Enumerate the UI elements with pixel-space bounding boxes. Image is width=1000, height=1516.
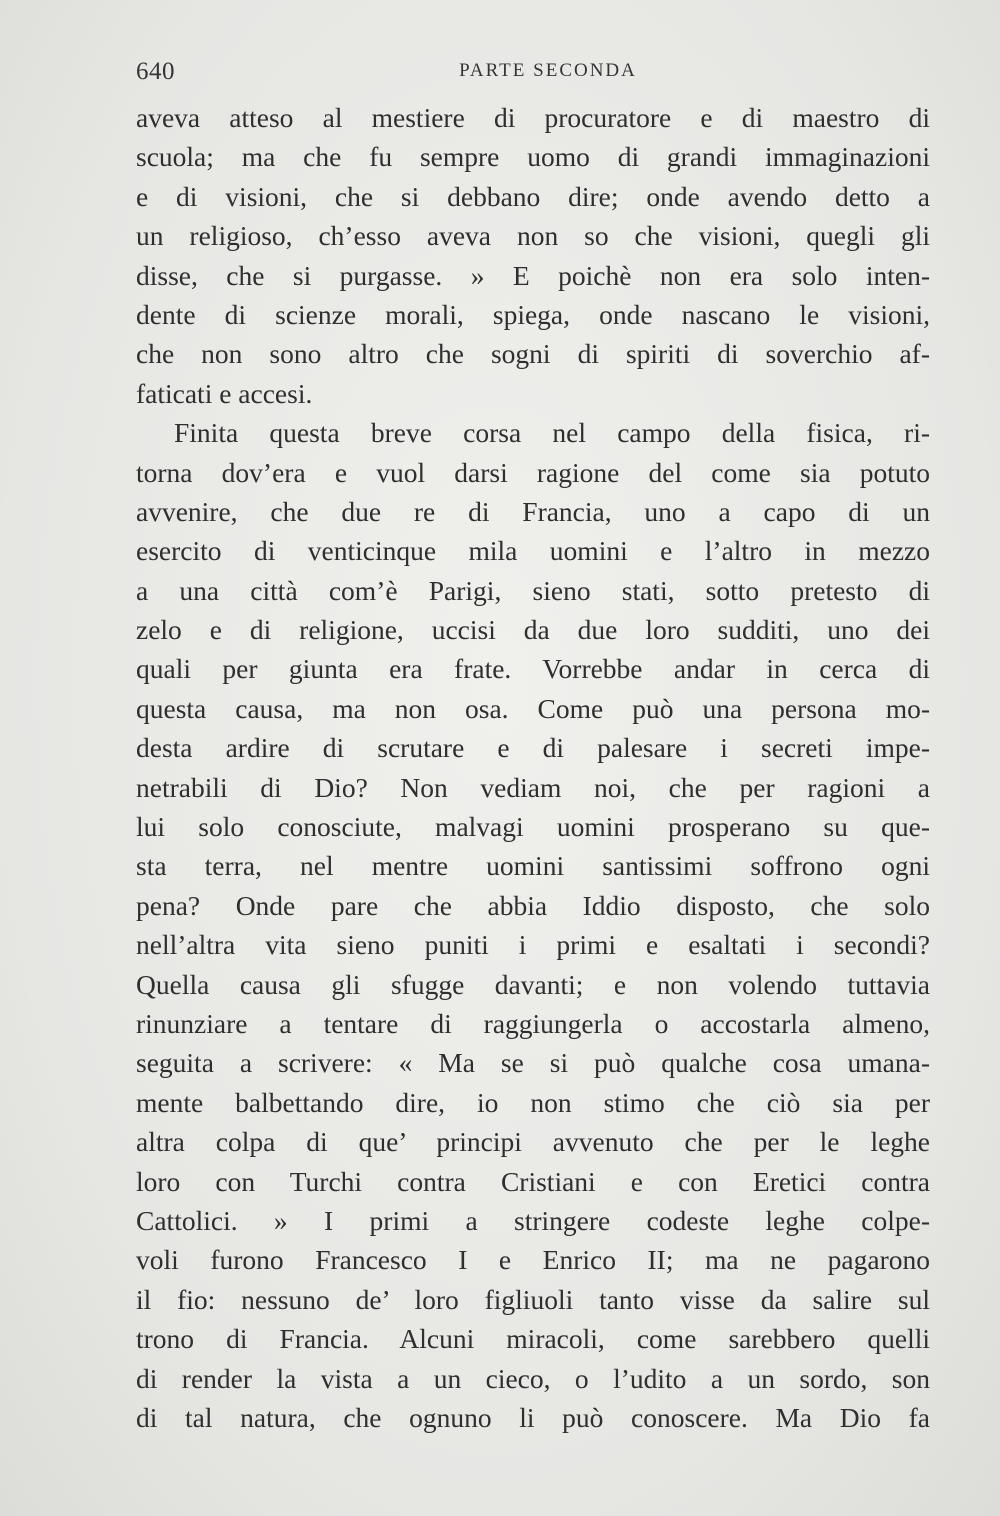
text-line: il fio: nessuno de’ loro figliuoli tanto visse da salire sul xyxy=(136,1283,930,1315)
text-line: voli furono Francesco I e Enrico II; ma ne pagarono xyxy=(136,1244,930,1276)
text-line: a una città com’è Parigi, sieno stati, sotto pretesto di xyxy=(136,574,930,606)
text-line: scuola; ma che fu sempre uomo di grandi immaginazioni xyxy=(136,141,930,173)
text-line: Finita questa breve corsa nel campo della fisica, ri- xyxy=(174,417,930,449)
text-line: torna dov’era e vuol darsi ragione del come sia potuto xyxy=(136,456,930,488)
text-line: lui solo conosciute, malvagi uomini prosperano su que- xyxy=(136,811,930,843)
page-header xyxy=(136,58,930,92)
text-line: di render la vista a un cieco, o l’udito a un sordo, son xyxy=(136,1362,930,1394)
body-text xyxy=(136,98,930,1437)
text-line: desta ardire di scrutare e di palesare i secreti impe- xyxy=(136,732,930,764)
text-line: questa causa, ma non osa. Come può una persona mo- xyxy=(136,692,930,724)
text-line: un religioso, ch’esso aveva non so che visioni, quegli gli xyxy=(136,220,930,252)
text-line: faticati e accesi. xyxy=(136,377,313,409)
text-line: seguita a scrivere: « Ma se si può qualche cosa umana- xyxy=(136,1047,930,1079)
text-line: esercito di venticinque mila uomini e l’altro in mezzo xyxy=(136,535,930,567)
text-line: rinunziare a tentare di raggiungerla o accostarla almeno, xyxy=(136,1007,930,1039)
text-line: altra colpa di que’ principi avvenuto che per le leghe xyxy=(136,1126,930,1158)
text-line: loro con Turchi contra Cristiani e con Eretici contra xyxy=(136,1165,930,1197)
text-line: di tal natura, che ognuno li può conoscere. Ma Dio fa xyxy=(136,1401,930,1433)
text-line: e di visioni, che si debbano dire; onde avendo detto a xyxy=(136,180,930,212)
text-line: dente di scienze morali, spiega, onde nascano le visioni, xyxy=(136,298,930,330)
text-line: pena? Onde pare che abbia Iddio disposto, che solo xyxy=(136,889,930,921)
text-line: zelo e di religione, uccisi da due loro sudditi, uno dei xyxy=(136,614,930,646)
text-line: nell’altra vita sieno puniti i primi e esaltati i secondi? xyxy=(136,929,930,961)
text-line: netrabili di Dio? Non vediam noi, che per ragioni a xyxy=(136,771,930,803)
text-line: mente balbettando dire, io non stimo che ciò sia per xyxy=(136,1086,930,1118)
text-line: che non sono altro che sogni di spiriti di soverchio af- xyxy=(136,338,930,370)
text-line: quali per giunta era frate. Vorrebbe andar in cerca di xyxy=(136,653,930,685)
text-line: Quella causa gli sfugge davanti; e non volendo tuttavia xyxy=(136,968,930,1000)
text-line: sta terra, nel mentre uomini santissimi soffrono ogni xyxy=(136,850,930,882)
text-line: Cattolici. » I primi a stringere codeste leghe colpe- xyxy=(136,1204,930,1236)
running-head: PARTE SECONDA xyxy=(459,60,637,81)
text-line: disse, che si purgasse. » E poichè non era solo inten- xyxy=(136,259,930,291)
text-line: aveva atteso al mestiere di procuratore e di maestro di xyxy=(136,102,930,133)
text-line: avvenire, che due re di Francia, uno a capo di un xyxy=(136,495,930,527)
page-number: 640 xyxy=(136,58,175,85)
text-line: trono di Francia. Alcuni miracoli, come sarebbero quelli xyxy=(136,1323,930,1355)
